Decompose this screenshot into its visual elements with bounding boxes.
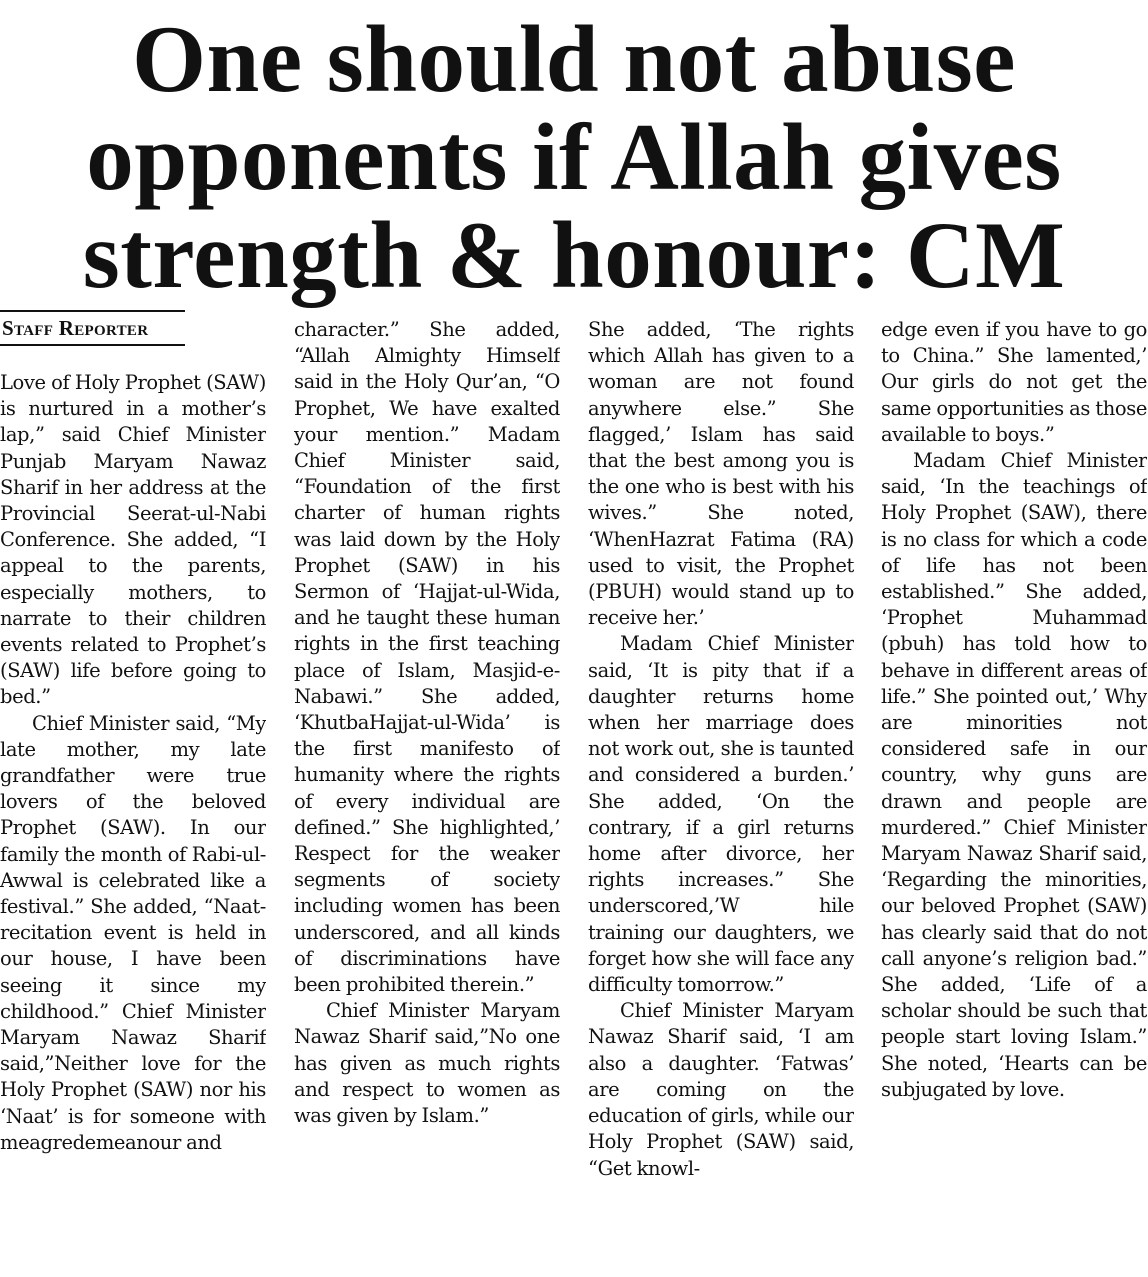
article-paragraph: Love of Holy Prophet (SAW) is nurtured in a mother’s lap,” said Chief Minister Punjab Maryam Nawaz Sharif in her address at the Provincial Seerat-ul-Nabi Conference. She added, “I appeal to the parents, especially mothers, to narrate to their children events related to Prophet’s (SAW) life before going to bed.” (0, 371, 266, 709)
article-paragraph: Madam Chief Minister said, ‘It is pity that if a daughter returns home when her marriage does not work out, she is taunted and considered a burden.’ She added, ‘On the contrary, if a girl returns home after divorce, her rights increases.” She underscored,’W hile training our daughters, we forget how she will face any difficulty tomorrow.” (588, 632, 854, 997)
article-column-2 (294, 317, 560, 1267)
article-column-3 (588, 317, 854, 1267)
article-paragraph: Chief Minister Maryam Nawaz Sharif said,”No one has given as much rights and respect to women as was given by Islam.” (294, 999, 560, 1128)
headline-line-3: strength & honour: CM (82, 202, 1066, 308)
article-paragraph: Chief Minister said, “My late mother, my late grandfather were true lovers of the beloved Prophet (SAW). In our family the month of Rabi-ul-Awwal is celebrated like a festival.” She added, “Naat-recitation event is held in our house, I have been seeing it since my childhood.” Chief Minister Maryam Nawaz Sharif said,”Neither love for the Holy Prophet (SAW) nor his ‘Naat’ is for someone with meagredemeanour and (0, 711, 266, 1154)
article-paragraph: Chief Minister Maryam Nawaz Sharif said, ‘I am also a daughter. ‘Fatwas’ are coming on the education of girls, while our Holy Prophet (SAW) said, “Get knowl- (588, 999, 854, 1180)
article-paragraph: edge even if you have to go to China.” She lamented,’ Our girls do not get the same opportunities as those available to boys.” (881, 318, 1147, 446)
article-paragraph: character.” She added, “Allah Almighty Himself said in the Holy Qur’an, “O Prophet, We have exalted your mention.” Madam Chief Minister said, “Foundation of the first charter of human rights was laid down by the Holy Prophet (SAW) in his Sermon of ‘Hajjat-ul-Wida, and he taught these human rights in the first teaching place of Islam, Masjid-e-Nabawi.” She added, ‘KhutbaHajjat-ul-Wida’ is the first manifesto of humanity where the rights of every individual are defined.” She highlighted,’ Respect for the weaker segments of society including women has been underscored, and all kinds of discriminations have been prohibited therein.” (294, 318, 560, 997)
headline (0, 6, 1148, 308)
article-column-4 (881, 317, 1147, 1267)
article-column-1 (0, 370, 266, 1250)
article-paragraph: Madam Chief Minister said, ‘In the teachings of Holy Prophet (SAW), there is no class for which a code of life has not been established.” She added, ‘Prophet Muhammad (pbuh) has told how to behave in different areas of life.” She pointed out,’ Why are minorities not considered safe in our country, why guns are drawn and people are murdered.” Chief Minister Maryam Nawaz Sharif said, ‘Regarding the minorities, our beloved Prophet (SAW) has clearly said that do not call anyone’s religion bad.” She added, ‘Life of a scholar should be such that people start loving Islam.” She noted, ‘Hearts can be subjugated by love. (881, 449, 1147, 1101)
byline: Staff Reporter (0, 310, 185, 346)
headline-line-1: One should not abuse (132, 6, 1016, 112)
article-paragraph: She added, ‘The rights which Allah has given to a woman are not found anywhere else.” She flagged,’ Islam has said that the best among you is the one who is best with his wives.” She noted, ‘WhenHazrat Fatima (RA) used to visit, the Prophet (PBUH) would stand up to receive her.’ (588, 318, 854, 630)
headline-line-2: opponents if Allah gives (86, 104, 1062, 210)
